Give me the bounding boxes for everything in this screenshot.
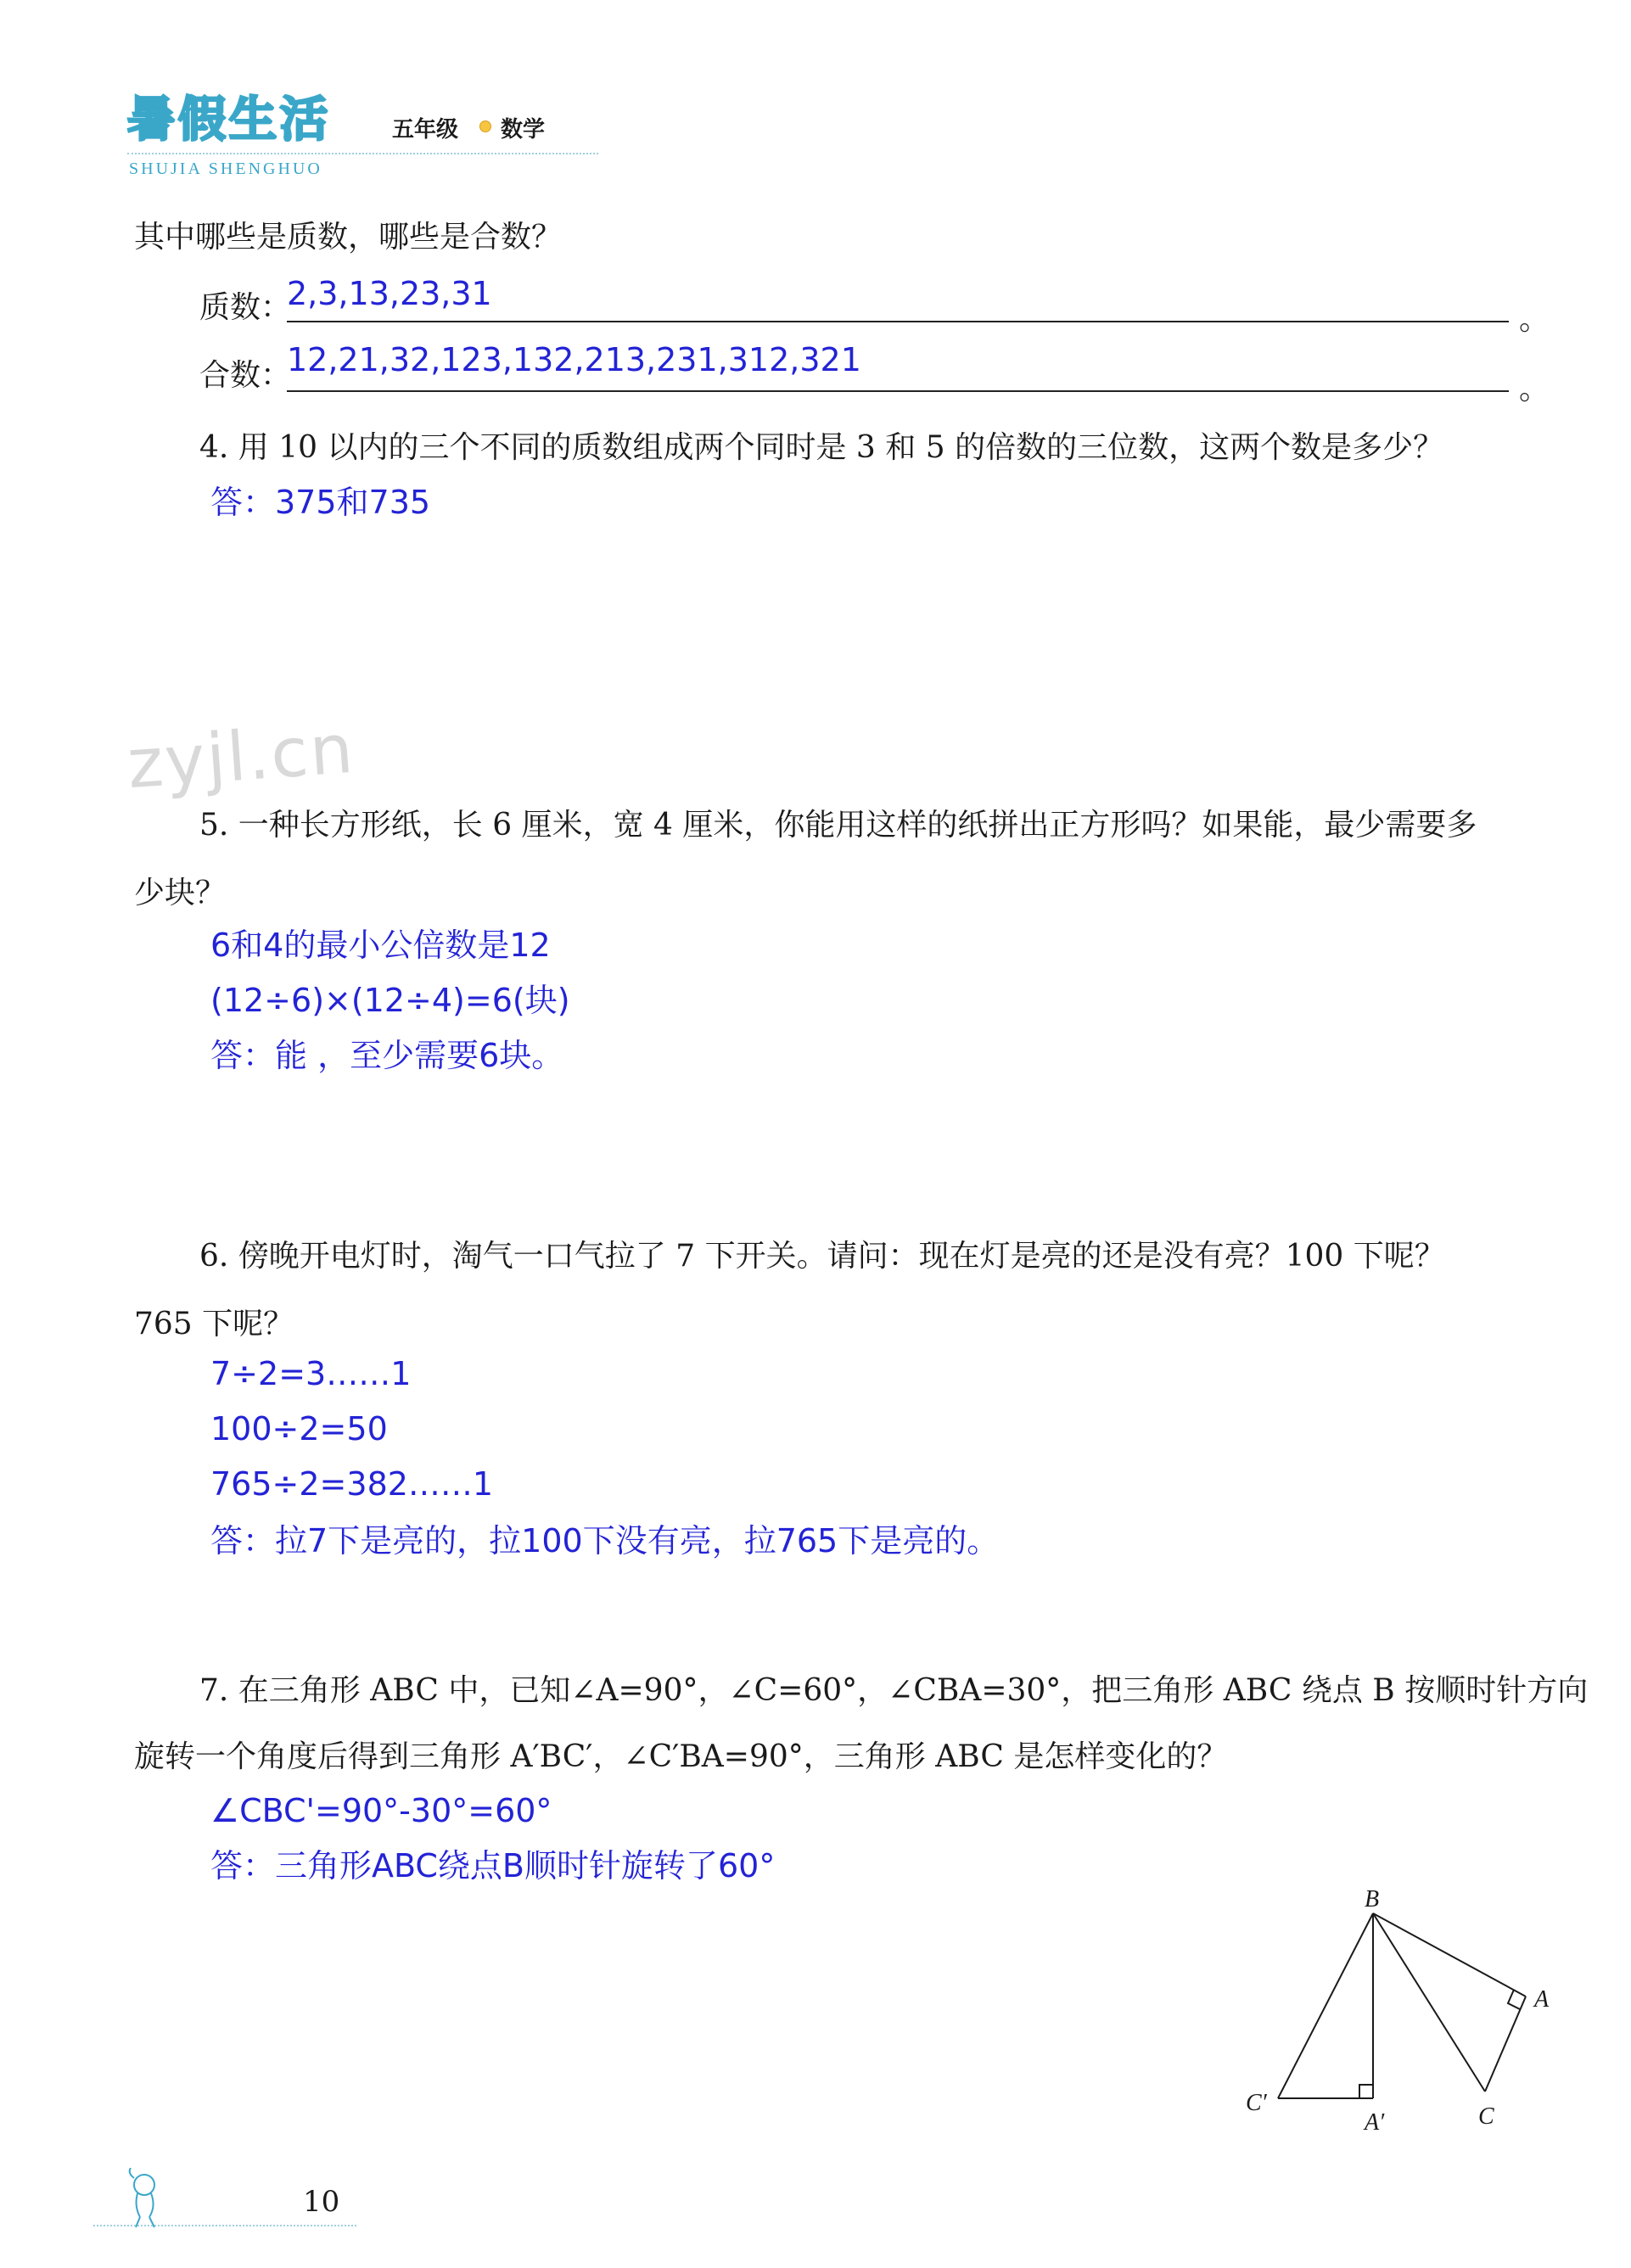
- label-a: A: [1534, 1986, 1550, 2013]
- separator-dot-icon: [479, 120, 491, 132]
- q6-answer-3: 765÷2=382……1: [210, 1465, 494, 1503]
- prime-blank-line: [287, 321, 1509, 322]
- q5-answer-2: (12÷6)×(12÷4)=6(块): [210, 982, 570, 1019]
- book-pinyin: SHUJIA SHENGHUO: [129, 160, 322, 178]
- page-number: 10: [303, 2185, 340, 2219]
- label-c: C: [1478, 2103, 1494, 2130]
- label-c-prime: C′: [1246, 2090, 1267, 2116]
- footer-divider: [93, 2225, 356, 2226]
- label-a-prime: A′: [1365, 2109, 1385, 2136]
- q7-answer-2: 答：三角形ABC绕点B顺时针旋转了60°: [210, 1847, 776, 1884]
- edge-ac: [1485, 1996, 1526, 2092]
- composite-blank-line: [287, 390, 1509, 392]
- q5-answer-3: 答：能 ，至少需要6块。: [210, 1037, 564, 1074]
- q6-answer-1: 7÷2=3……1: [210, 1355, 412, 1392]
- q5-answer-1: 6和4的最小公倍数是12: [210, 927, 551, 964]
- subject-label: 数学: [501, 117, 546, 143]
- prime-period: 。: [1519, 302, 1550, 337]
- triangle-rotation-figure: [1222, 1888, 1570, 2142]
- q6-answer-2: 100÷2=50: [210, 1410, 388, 1448]
- composite-answer: 12,21,32,123,132,213,231,312,321: [287, 341, 861, 378]
- q6-line1: 6. 傍晚开电灯时，淘气一口气拉了 7 下开关。请问：现在灯是亮的还是没有亮？100 下呢？: [199, 1239, 1445, 1274]
- watermark: zyjl.cn: [125, 708, 357, 804]
- q7-answer-1: ∠CBC'=90°-30°=60°: [210, 1792, 552, 1829]
- edge-cb: [1373, 1913, 1485, 2092]
- right-angle-mark-a-prime: [1359, 2085, 1373, 2098]
- composite-label: 合数：: [199, 358, 292, 393]
- prime-answer: 2,3,13,23,31: [287, 275, 492, 312]
- composite-period: 。: [1519, 372, 1550, 406]
- q6-answer-4: 答：拉7下是亮的，拉100下没有亮，拉765下是亮的。: [210, 1522, 1000, 1560]
- q4-answer: 答：375和735: [210, 484, 431, 521]
- book-logo: 暑假生活: [127, 92, 331, 148]
- q7-line1: 7. 在三角形 ABC 中，已知∠A=90°，∠C=60°，∠CBA=30°，把三角形 ABC 绕点 B 按顺时针方向: [199, 1673, 1589, 1708]
- q4-text: 4. 用 10 以内的三个不同的质数组成两个同时是 3 和 5 的倍数的三位数，这两个数是多少？: [199, 430, 1444, 465]
- q5-line2: 少块？: [134, 876, 227, 910]
- child-doodle-icon: [93, 2168, 170, 2232]
- header-divider: [127, 153, 598, 154]
- edge-bc-prime: [1278, 1913, 1373, 2098]
- q3-prompt: 其中哪些是质数，哪些是合数？: [134, 220, 563, 255]
- q5-line1: 5. 一种长方形纸，长 6 厘米，宽 4 厘米，你能用这样的纸拼出正方形吗？如果能，最少需要多: [199, 808, 1477, 843]
- label-b: B: [1365, 1888, 1380, 1912]
- q6-line2: 765 下呢？: [134, 1307, 294, 1341]
- grade-label: 五年级: [392, 117, 459, 143]
- edge-ba: [1373, 1913, 1526, 1996]
- prime-label: 质数：: [199, 290, 292, 325]
- q7-line2: 旋转一个角度后得到三角形 A′BC′，∠C′BA=90°，三角形 ABC 是怎样变化的？: [134, 1739, 1228, 1774]
